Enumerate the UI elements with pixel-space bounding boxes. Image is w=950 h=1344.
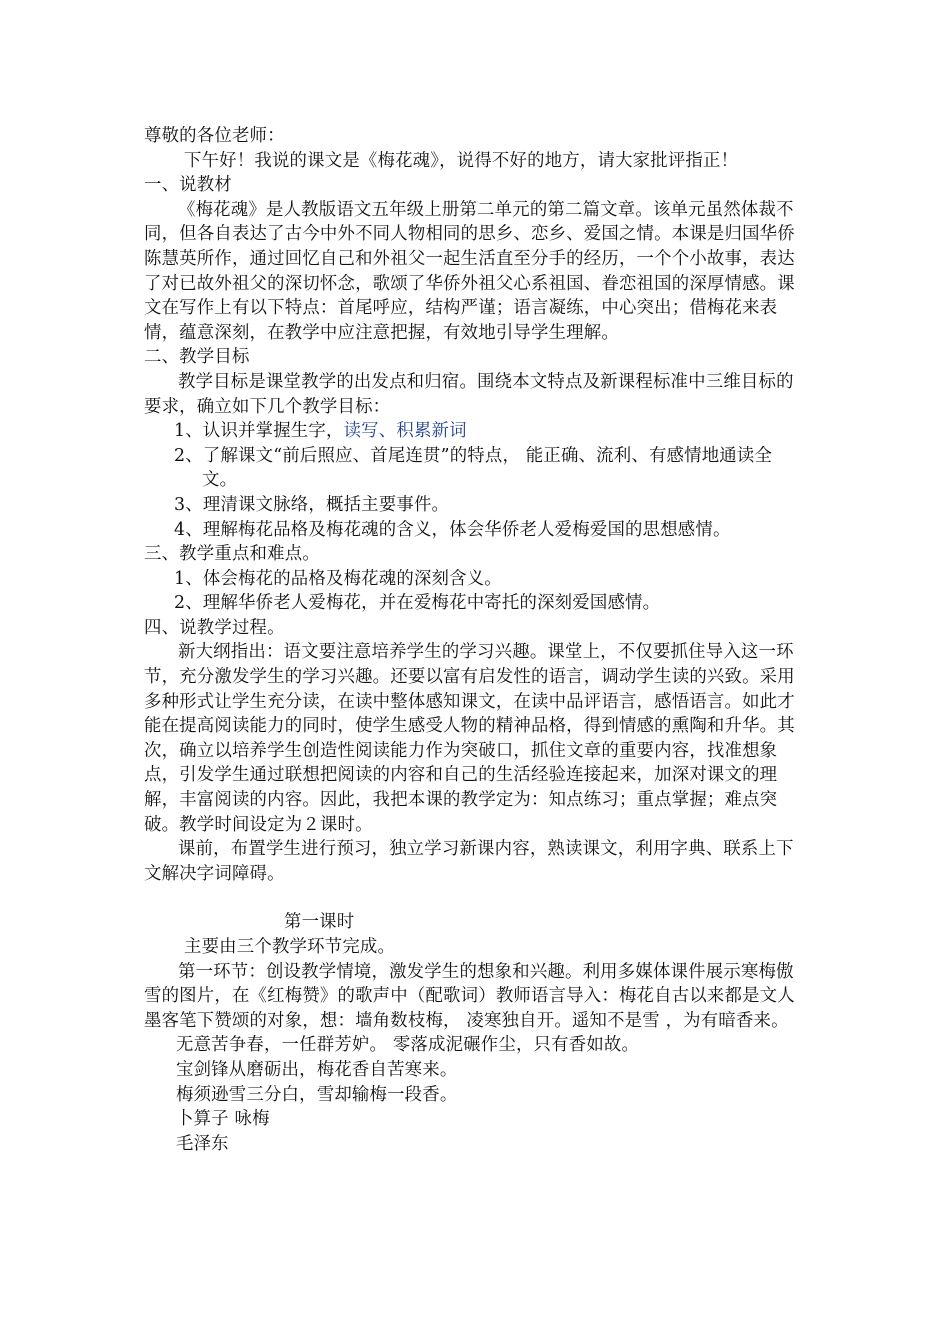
lesson-intro: 主要由三个教学环节完成。 [184,937,396,957]
poem-line-1: 无意苦争春，一任群芳妒。 零落成泥碾作尘，只有香如故。 [176,1035,640,1056]
goal-item-1-text: 1、认识并掌握生字， [174,421,344,442]
opening-paragraph: 下午好！我说的课文是《梅花魂》，说得不好的地方，请大家批评指正！ [184,150,739,171]
section-2-heading: 二、教学目标 [144,347,250,368]
document-body [144,124,807,1156]
greeting: 尊敬的各位老师： [144,126,285,146]
goal-item-4: 4、理解梅花品格及梅花魂的含义，体会华侨老人爱梅爱国的思想感情。 [174,519,731,540]
section-3-heading: 三、教学重点和难点。 [144,544,320,565]
key-point-2: 2、理解华侨老人爱梅花，并在爱梅花中寄托的深刻爱国感情。 [174,593,661,614]
poem-author: 毛泽东 [176,1133,229,1154]
goal-item-1 [144,419,807,444]
section-2-paragraph: 教学目标是课堂教学的出发点和归宿。围绕本文特点及新课程标准中三维目标的要求，确立如下几个教学目标： [144,371,794,417]
section-4-paragraph-2: 课前，布置学生进行预习，独立学习新课内容，熟读课文，利用字典、联系上下文解决字词障碍。 [144,839,794,884]
lesson-title: 第一课时 [284,912,355,933]
goal-item-1-highlight: 读写、积累新词 [343,421,467,442]
goal-item-2: 2、了解课文“前后照应、首尾连贯”的特点， 能正确、流利、有感情地通读全文。 [174,445,773,491]
step-1-paragraph: 第一环节：创设教学情境，激发学生的想象和兴趣。利用多媒体课件展示寒梅傲雪的图片，在《红梅赞》的歌声中（配歌词）教师语言导入：梅花自古以来都是文人墨客笔下赞颂的对象，想：墙角数枝梅， 凌寒独自开。遥知不是雪 ，为有暗香来。 [144,961,795,1031]
poem-title: 卜算子 咏梅 [176,1109,270,1130]
key-point-1: 1、体会梅花的品格及梅花魂的深刻含义。 [174,568,502,589]
goal-item-3: 3、理清课文脉络，概括主要事件。 [174,494,450,515]
section-1-heading: 一、说教材 [144,175,232,196]
poem-line-2: 宝剑锋从磨砺出，梅花香自苦寒来。 [176,1059,458,1080]
section-4-heading: 四、说教学过程。 [144,617,285,638]
section-1-paragraph: 《梅花魂》是人教版语文五年级上册第二单元的第二篇文章。该单元虽然体裁不同，但各自表达了古今中外不同人物相同的思乡、恋乡、爱国之情。本课是归国华侨陈慧英所作，通过回忆自己和外祖父一起生活直至分手的经历，一个个小故事，表达了对已故外祖父的深切怀念，歌颂了华侨外祖父心系祖国、眷恋祖国的深厚情感。课文在写作上有以下特点：首尾呼应，结构严谨；语言凝练，中心突出；借梅花来表情，蕴意深刻，在教学中应注意把握，有效地引导学生理解。 [144,199,795,343]
section-4-paragraph-1: 新大纲指出：语文要注意培养学生的学习兴趣。课堂上，不仅要抓住导入这一环节，充分激发学生的学习兴趣。还要以富有启发性的语言，调动学生读的兴致。采用多种形式让学生充分读，在读中整体感知课文，在读中品评语言，感悟语言。如此才能在提高阅读能力的同时，使学生感受人物的精神品格，得到情感的熏陶和升华。其次，确立以培养学生创造性阅读能力作为突破口，抓住文章的重要内容，找准想象点，引发学生通过联想把阅读的内容和自己的生活经验连接起来，加深对课文的理解，丰富阅读的内容。因此，我把本课的教学定为：知点练习；重点掌握；难点突破。教学时间设定为２课时。 [144,642,795,835]
poem-line-3: 梅须逊雪三分白，雪却输梅一段香。 [176,1084,458,1105]
